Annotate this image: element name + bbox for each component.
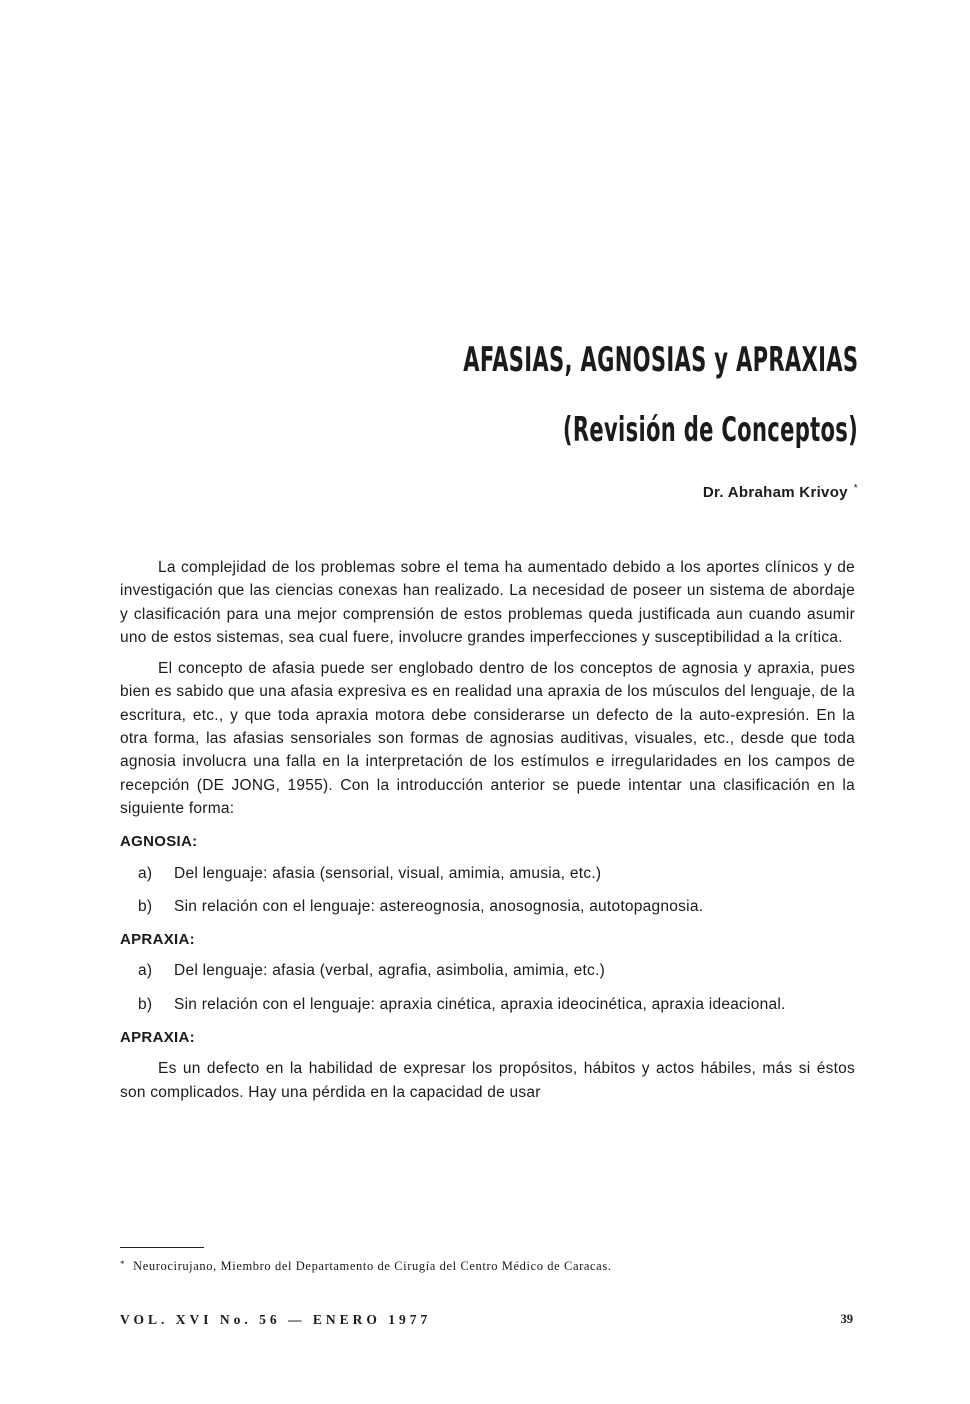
apraxia-heading: APRAXIA: bbox=[120, 931, 195, 949]
author-footnote-mark: * bbox=[853, 483, 858, 494]
article-title: AFASIAS, AGNOSIAS y APRAXIAS bbox=[462, 340, 858, 380]
list-item bbox=[120, 895, 855, 918]
concept-paragraph: El concepto de afasia puede ser englobado dentro de los conceptos de agnosia y apraxia, pues bien es sabido que una afasia expresiva es en realidad una apraxia de los músculos del lenguaje, de la escritura, etc., y que toda apraxia motora debe considerarse un defecto de la auto-expresión. En la otra forma, las afasias sensoriales son formas de agnosias auditivas, visuales, etc., desde que toda agnosia involucra una falla en la interpretación de los estímulos e irregularidades en los campos de recepción (DE JONG, 1955). Con la introducción anterior se puede intentar una clasificación en la siguiente forma: bbox=[120, 660, 855, 817]
footnote-mark: * bbox=[120, 1259, 126, 1269]
journal-issue: VOL. XVI No. 56 — ENERO 1977 bbox=[120, 1312, 432, 1327]
apraxia-section-heading: APRAXIA: bbox=[120, 1029, 195, 1047]
footnote bbox=[120, 1259, 855, 1274]
agnosia-heading: AGNOSIA: bbox=[120, 833, 198, 851]
list-item-text: Sin relación con el lenguaje: apraxia cinética, apraxia ideocinética, apraxia ideacional. bbox=[174, 995, 786, 1013]
list-item-letter: a) bbox=[138, 864, 153, 882]
page-number: 39 bbox=[840, 1312, 853, 1326]
author-line bbox=[703, 483, 858, 501]
article-subtitle: (Revisión de Conceptos) bbox=[562, 410, 858, 450]
list-item-letter: b) bbox=[138, 995, 153, 1013]
list-item-letter: b) bbox=[138, 897, 153, 915]
footnote-text: Neurocirujano, Miembro del Departamento de Cirugía del Centro Médico de Caracas. bbox=[133, 1259, 612, 1273]
list-item bbox=[120, 862, 855, 885]
article-body bbox=[120, 556, 855, 1112]
list-item-letter: a) bbox=[138, 962, 153, 980]
list-item-text: Del lenguaje: afasia (verbal, agrafia, asimbolia, amimia, etc.) bbox=[174, 962, 605, 980]
list-item-text: Sin relación con el lenguaje: astereognosia, anosognosia, autotopagnosia. bbox=[174, 897, 704, 915]
author-name: Dr. Abraham Krivoy bbox=[702, 484, 848, 501]
apraxia-definition-paragraph: Es un defecto en la habilidad de expresar los propósitos, hábitos y actos hábiles, más si éstos son complicados. Hay una pérdida en la capacidad de usar bbox=[120, 1060, 855, 1101]
page-footer bbox=[120, 1312, 853, 1328]
list-item-text: Del lenguaje: afasia (sensorial, visual, amimia, amusia, etc.) bbox=[174, 864, 602, 882]
intro-paragraph: La complejidad de los problemas sobre el tema ha aumentado debido a los aportes clínicos y de investigación que las ciencias conexas han realizado. La necesidad de poseer un sistema de abordaje y clasificación para una mejor comprensión de estos problemas queda justificada aun cuando asumir uno de estos sistemas, sea cual fuere, involucre grandes imperfecciones y susceptibilidad a la crítica. bbox=[120, 559, 855, 646]
list-item bbox=[120, 993, 855, 1016]
footnote-divider bbox=[120, 1247, 204, 1248]
list-item bbox=[120, 959, 855, 982]
